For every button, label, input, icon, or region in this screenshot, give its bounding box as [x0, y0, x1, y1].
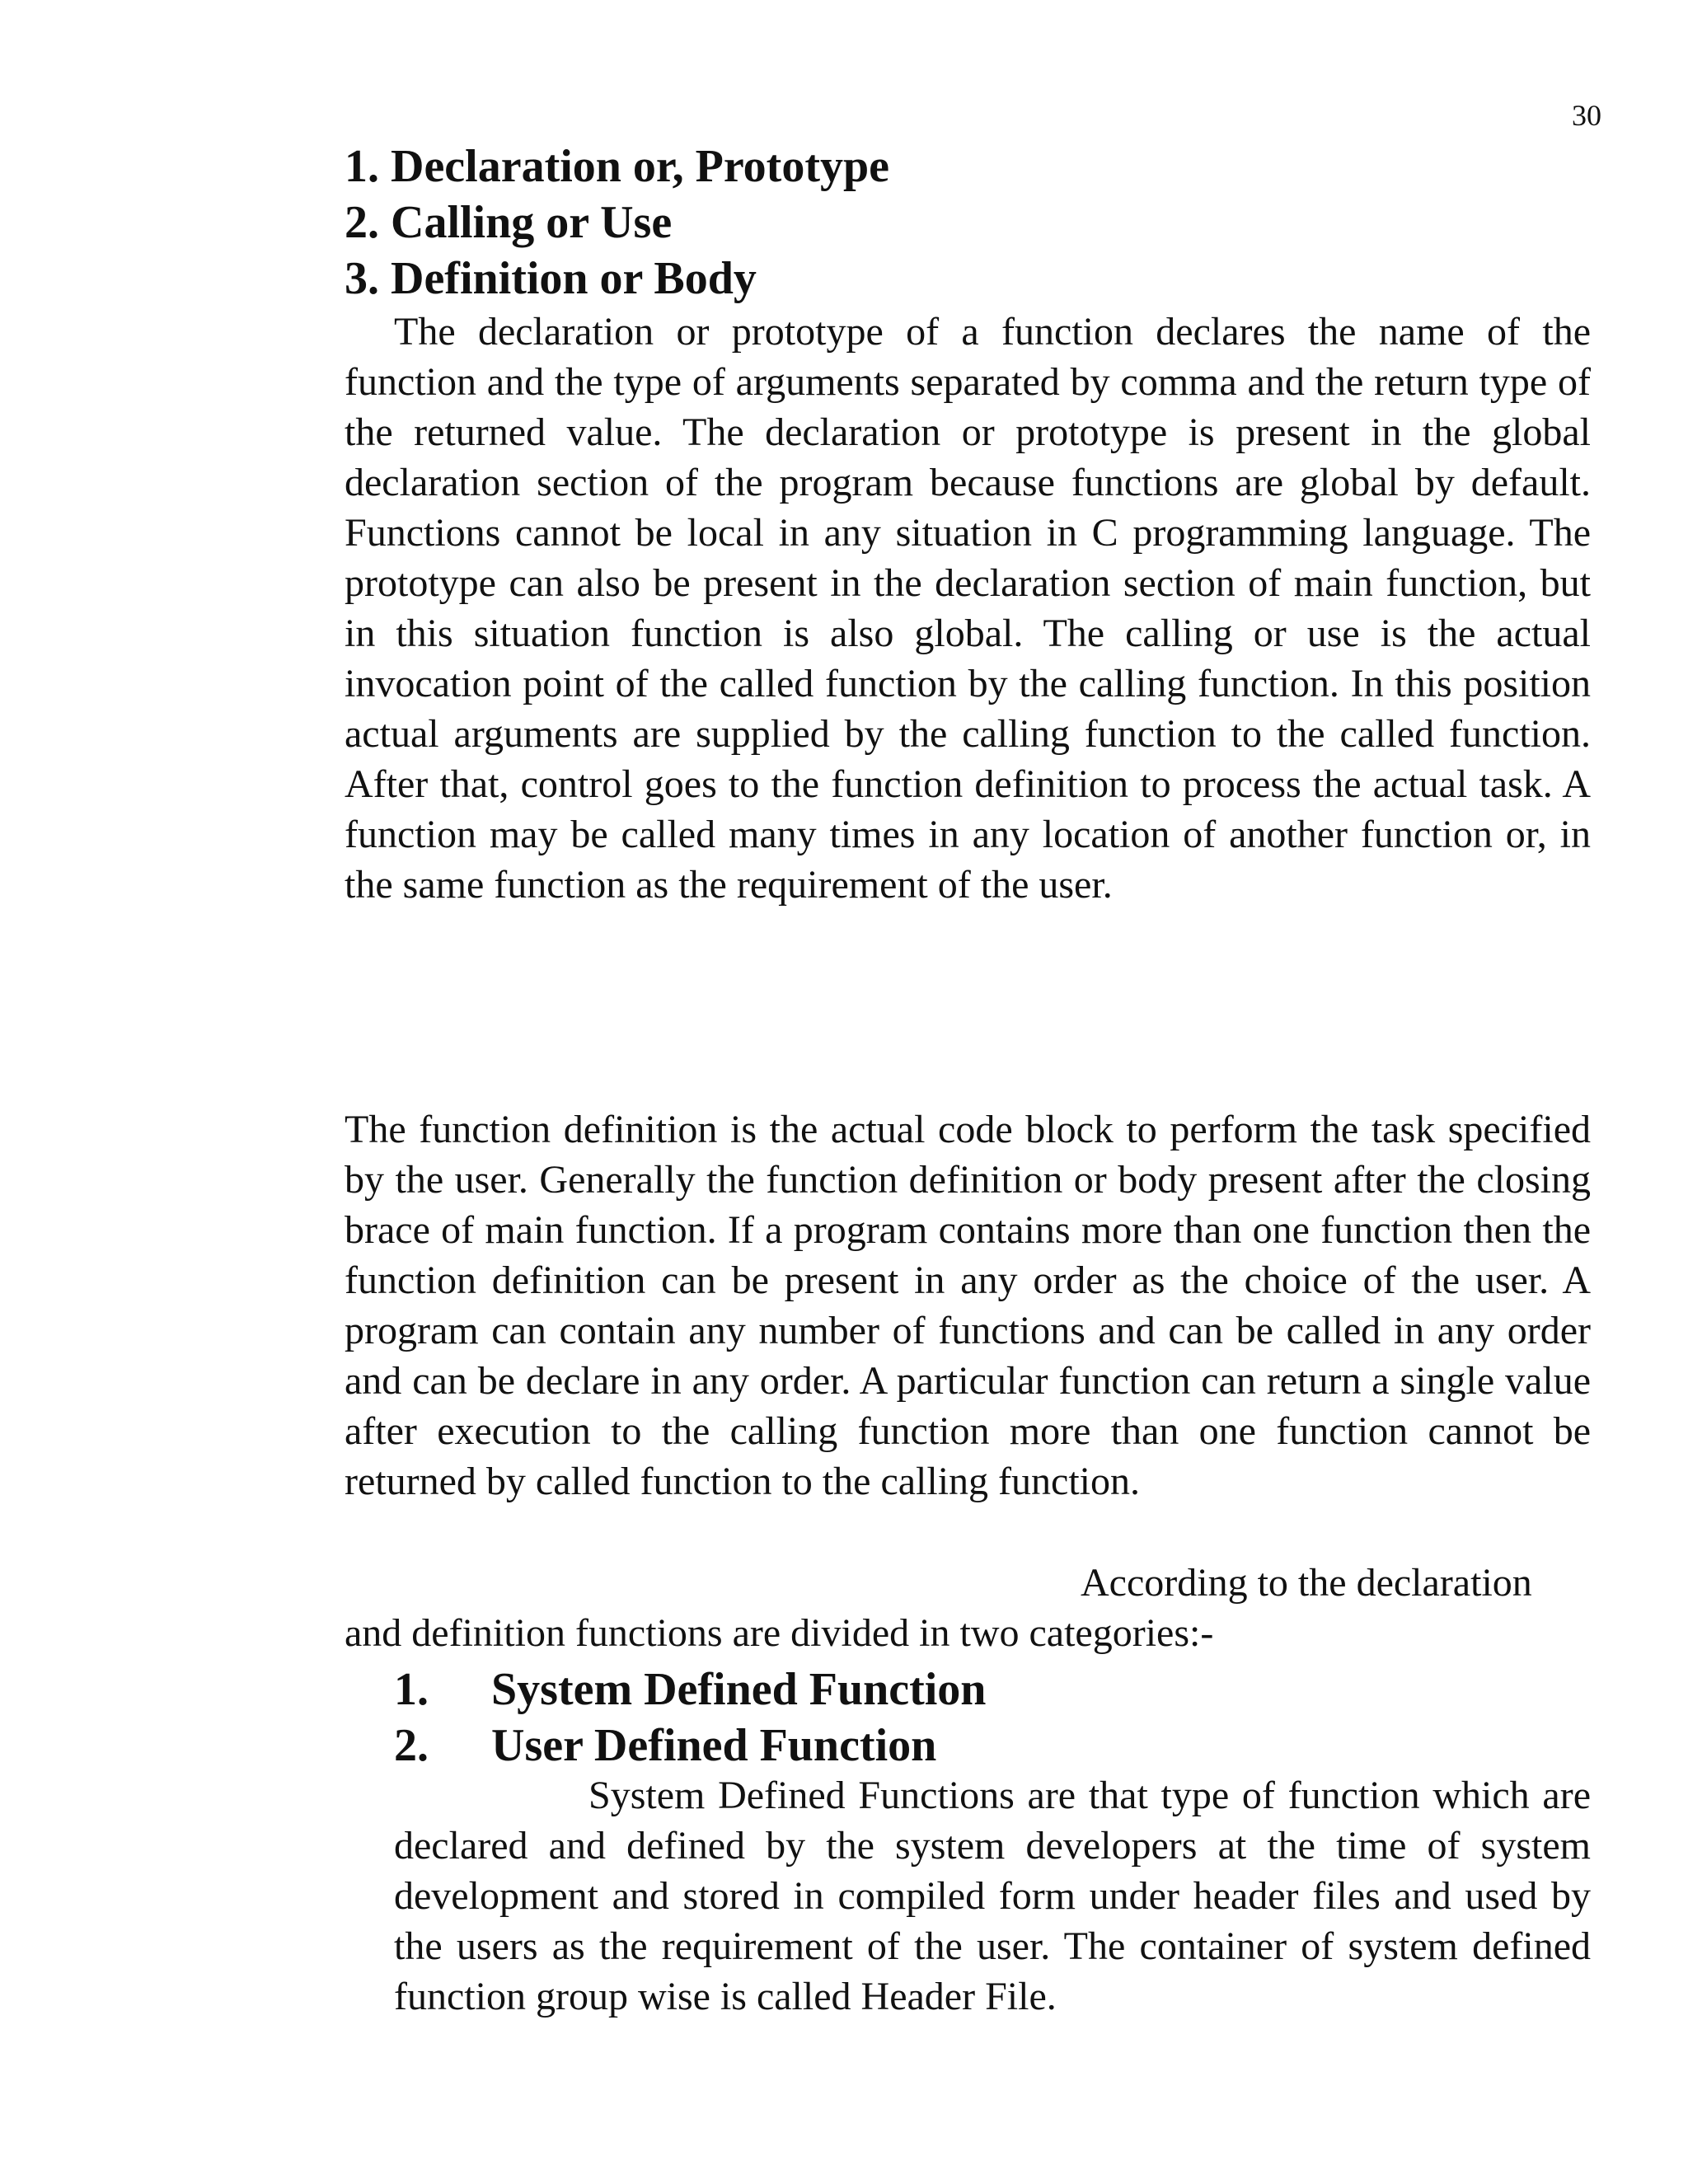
paragraph-categories-intro: [345, 1558, 1591, 1658]
paragraph-system-defined: System Defined Functions are that type of function which are declared and defined by the system developers at the time of system development and stored in compiled form under header files and used by the users as the requirement of the user. The container of system defined function group wise is called Header File.: [394, 1774, 1591, 2018]
intro-line-1: According to the declaration: [1081, 1561, 1532, 1605]
intro-line-2: and definition functions are divided in two categories:-: [345, 1611, 1214, 1655]
list-item-label: System Defined Function: [491, 1664, 987, 1715]
paragraph-definition: The function definition is the actual code block to perform the task specified by the user. Generally the function definition or body present after the closing brace of main function. If a program contains more than one function then the function definition can be present in any order as the choice of the user. A program can contain any number of functions and can be called in any order and can be declare in any order. A particular function can return a single value after execution to the calling function more than one function cannot be returned by called function to the calling function.: [345, 1108, 1591, 1503]
list-item: 2. Calling or Use: [345, 197, 673, 248]
list-item: 1. Declaration or, Prototype: [345, 141, 889, 192]
list-item-label: User Defined Function: [491, 1720, 937, 1771]
page-number: 30: [1572, 99, 1601, 132]
list-item: 3. Definition or Body: [345, 253, 757, 304]
list-item: [394, 1661, 1591, 1718]
list-item-number: 2.: [394, 1720, 429, 1771]
function-categories-list: [394, 1661, 1591, 1774]
function-parts-list: [345, 138, 1591, 307]
paragraph-declaration: The declaration or prototype of a function declares the name of the function and the type of arguments separated by comma and the return type of the returned value. The declaration or prototype is present in the global declaration section of the program because functions are global by default. Functions cannot be local in any situation in C programming language. The prototype can also be present in the declaration section of main function, but in this situation function is also global. The calling or use is the actual invocation point of the called function by the calling function. In this position actual arguments are supplied by the calling function to the called function. After that, control goes to the function definition to process the actual task. A function may be called many times in any location of another function or, in the same function as the requirement of the user.: [345, 310, 1591, 907]
list-item: [394, 1718, 1591, 1774]
list-item-number: 1.: [394, 1664, 429, 1715]
